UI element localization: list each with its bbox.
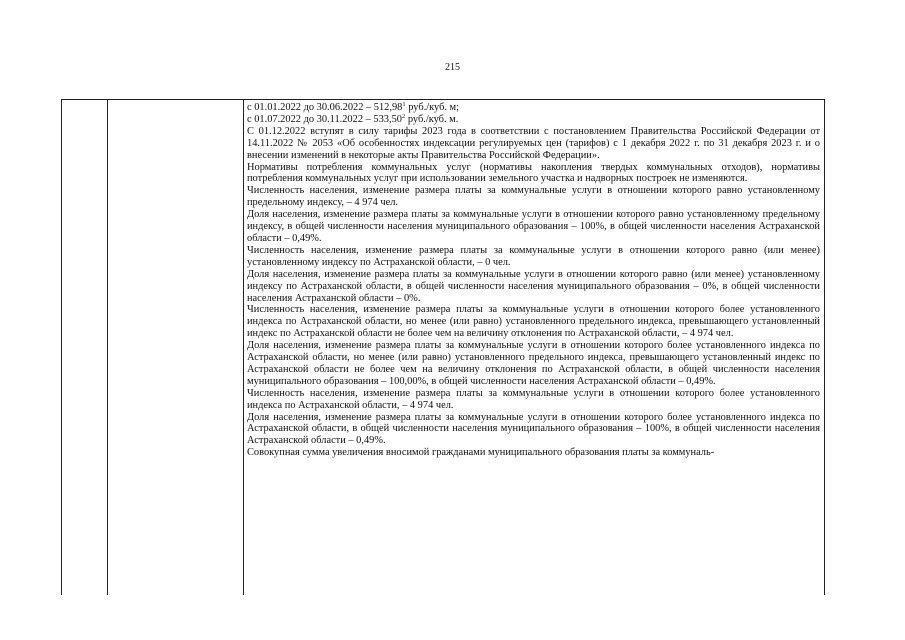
paragraph-tariffs-2023: С 01.12.2022 вступят в силу тарифы 2023 года в соответствии с постановлением Правительства Российской Федерации от 14.11.2022 № 2053 «Об особенностях индексации регулируемых цен (тарифов) с 1 декабря 2022 г. по 31 декабря 2023 г. и о внесении изменений в некоторые акты Правительства Российской Федерации». <box>247 125 820 161</box>
page-number: 215 <box>445 62 460 73</box>
paragraph-share-equal-limit-index: Доля населения, изменение размера платы за коммунальные услуги в отношении которого равно установленному предельному индексу, в общей численности населения муниципального образования – 100%, в общей численности населения Астраханской области – 0,49%. <box>247 209 820 244</box>
tariff-line-1: с 01.01.2022 до 30.06.2022 – 512,98$^1$ руб./куб. м; <box>247 101 460 113</box>
paragraph-population-equal-regional-index: Численность населения, изменение размера платы за коммунальные услуги в отношении которого равно (или менее) установленному индексу по Астраханской области, – 0 чел. <box>247 244 820 268</box>
paragraph-share-equal-regional-index: Доля населения, изменение размера платы за коммунальные услуги в отношении которого равно (или менее) установленному индексу по Астраханской области, в общей численности населения муниципального образования – 0%, в общей численности населения Астраханской области – 0%. <box>247 268 820 304</box>
paragraph-consumption-norms: Нормативы потребления коммунальных услуг (нормативы накопления твердых коммунальных отходов), нормативы потребления коммунальных услуг при использовании земельного участка и надворных построек не изменяются. <box>247 161 820 185</box>
table-column-number <box>62 100 108 595</box>
footnote-marker-2: 2 <box>401 112 406 120</box>
paragraph-population-above-regional-index: Численность населения, изменение размера платы за коммунальные услуги в отношении которого более установленного индекса по Астраханской области, – 4 974 чел. <box>247 387 820 411</box>
paragraph-population-within-deviation: Численность населения, изменение размера платы за коммунальные услуги в отношении которого более установленного индекса по Астраханской области, но менее (или равно) установленного предельного индекса, превышающего установленный индекс по Астраханской области не более чем на величину отклонения по Астраханской области, – 4 974 чел. <box>247 304 820 340</box>
paragraph-share-within-deviation: Доля населения, изменение размера платы за коммунальные услуги в отношении которого более установленного индекса по Астраханской области, но менее (или равно) установленного предельного индекса, превышающего установленный индекс по Астраханской области не более чем на величину отклонения по Астраханской области, в общей численности населения муниципального образования – 100,00%, в общей численности населения Астраханской области – 0,49%. <box>247 340 820 387</box>
paragraph-share-above-regional-index: Доля населения, изменение размера платы за коммунальные услуги в отношении которого более установленного индекса по Астраханской области, в общей численности населения муниципального образования – 100%, в общей численности населения Астраханской области – 0,49%. <box>247 411 820 447</box>
table-column-content <box>244 100 824 595</box>
footnote-marker-1: 1 <box>402 101 406 108</box>
paragraph-population-equal-limit-index: Численность населения, изменение размера платы за коммунальные услуги в отношении которого равно установленному предельному индексу, – 4 974 чел. <box>247 185 820 209</box>
document-table <box>61 99 825 595</box>
table-column-name <box>108 100 244 595</box>
tariff-line-2: с 01.07.2022 до 30.11.2022 – 533,50$^2$ руб./куб. м. <box>247 112 459 125</box>
paragraph-total-increase: Совокупная сумма увеличения вносимой гражданами муниципального образования платы за коммуналь- <box>247 447 715 459</box>
